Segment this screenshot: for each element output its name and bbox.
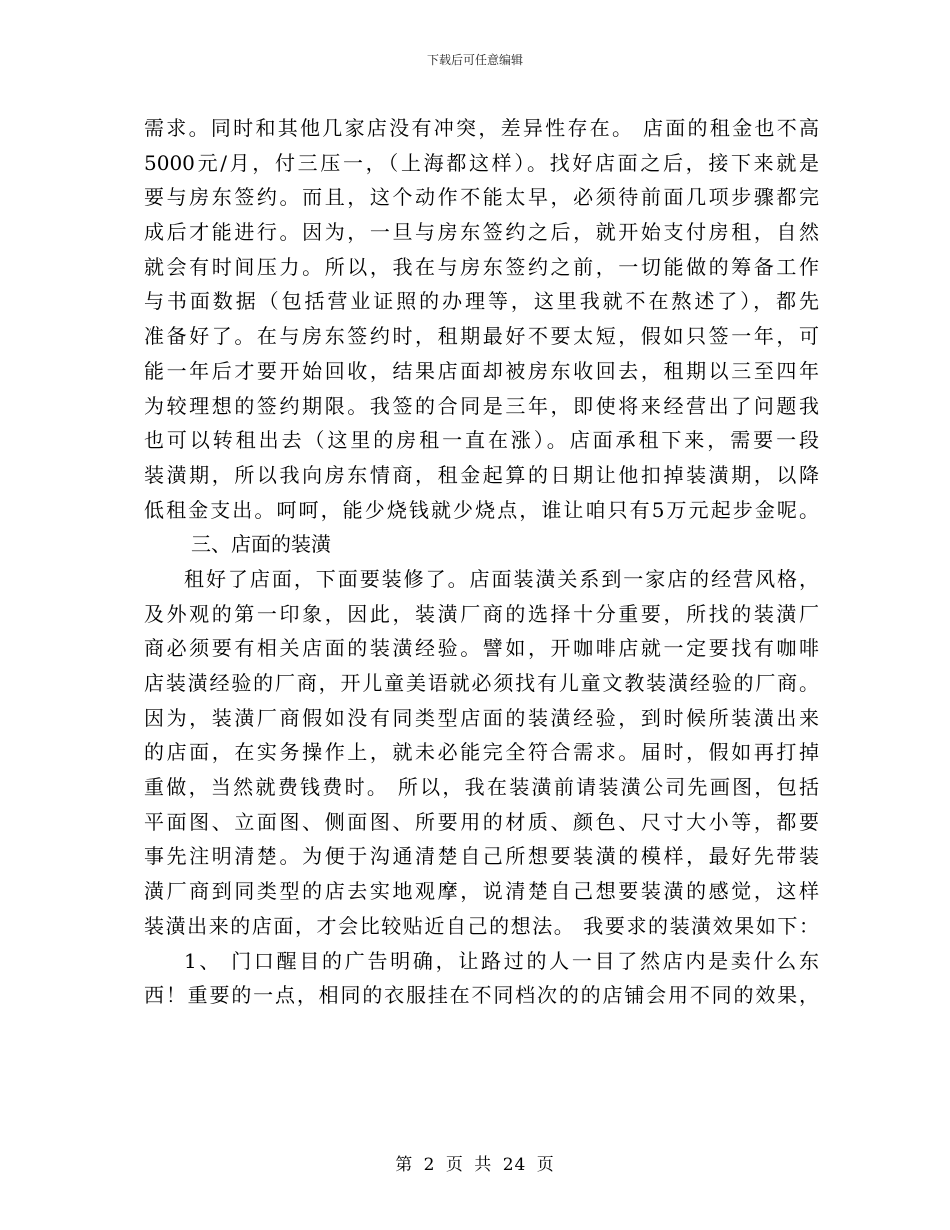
list-item-1: 1、 门口醒目的广告明确，让路过的人一目了然店内是卖什么东 xyxy=(184,948,819,973)
page-number: 第 2 页 共 24 页 xyxy=(395,1155,555,1175)
text-line: 也可以转租出去（这里的房租一直在涨）。店面承租下来，需要一段 xyxy=(144,428,819,453)
text-line: 5000元/月，付三压一，（上海都这样）。找好店面之后，接下来就是 xyxy=(144,150,819,175)
document-body xyxy=(144,111,819,1013)
text-line: 低租金支出。呵呵，能少烧钱就少烧点，谁让咱只有5万元起步金呢。 xyxy=(144,497,819,522)
text-line: 西！重要的一点，相同的衣服挂在不同档次的的店铺会用不同的效果， xyxy=(144,983,819,1008)
text-line: 为较理想的签约期限。我签的合同是三年，即使将来经营出了问题我 xyxy=(144,393,819,418)
text-line: 要与房东签约。而且，这个动作不能太早，必须待前面几项步骤都完 xyxy=(144,185,819,210)
text-line: 店装潢经验的厂商，开儿童美语就必须找有儿童文教装潢经验的厂商。 xyxy=(144,671,819,695)
text-line: 能一年后才要开始回收，结果店面却被房东收回去，租期以三至四年 xyxy=(144,358,819,383)
section-heading: 三、店面的装潢 xyxy=(191,532,331,557)
text-line: 重做，当然就费钱费时。 所以，我在装潢前请装潢公司先画图，包括 xyxy=(144,775,819,800)
text-line: 准备好了。在与房东签约时，租期最好不要太短，假如只签一年，可 xyxy=(144,324,819,349)
text-line: 的店面，在实务操作上，就未必能完全符合需求。届时，假如再打掉 xyxy=(144,740,819,765)
text-line: 租好了店面，下面要装修了。店面装潢关系到一家店的经营风格， xyxy=(184,566,819,591)
text-line: 需求。同时和其他几家店没有冲突，差异性存在。 店面的租金也不高 xyxy=(144,116,819,140)
text-line: 因为，装潢厂商假如没有同类型店面的装潢经验，到时候所装潢出来 xyxy=(144,705,819,730)
text-line: 事先注明清楚。为便于沟通清楚自己所想要装潢的模样，最好先带装 xyxy=(144,844,819,869)
text-line: 及外观的第一印象，因此，装潢厂商的选择十分重要，所找的装潢厂 xyxy=(144,601,819,626)
text-line: 成后才能进行。因为，一旦与房东签约之后，就开始支付房租，自然 xyxy=(144,220,819,245)
text-line: 平面图、立面图、侧面图、所要用的材质、颜色、尺寸大小等，都要 xyxy=(144,809,819,834)
page-header-note: 下载后可任意编辑 xyxy=(426,53,523,67)
text-line: 装潢期，所以我向房东情商，租金起算的日期让他扣掉装潢期，以降 xyxy=(144,462,819,487)
text-line: 商必须要有相关店面的装潢经验。譬如，开咖啡店就一定要找有咖啡 xyxy=(144,636,819,661)
text-line: 装潢出来的店面，才会比较贴近自己的想法。 我要求的装潢效果如下： xyxy=(144,913,819,938)
text-line: 与书面数据（包括营业证照的办理等，这里我就不在熬述了），都先 xyxy=(144,289,819,314)
text-line: 就会有时间压力。所以，我在与房东签约之前，一切能做的筹备工作 xyxy=(144,254,819,279)
text-line: 潢厂商到同类型的店去实地观摩，说清楚自己想要装潢的感觉，这样 xyxy=(144,879,819,904)
